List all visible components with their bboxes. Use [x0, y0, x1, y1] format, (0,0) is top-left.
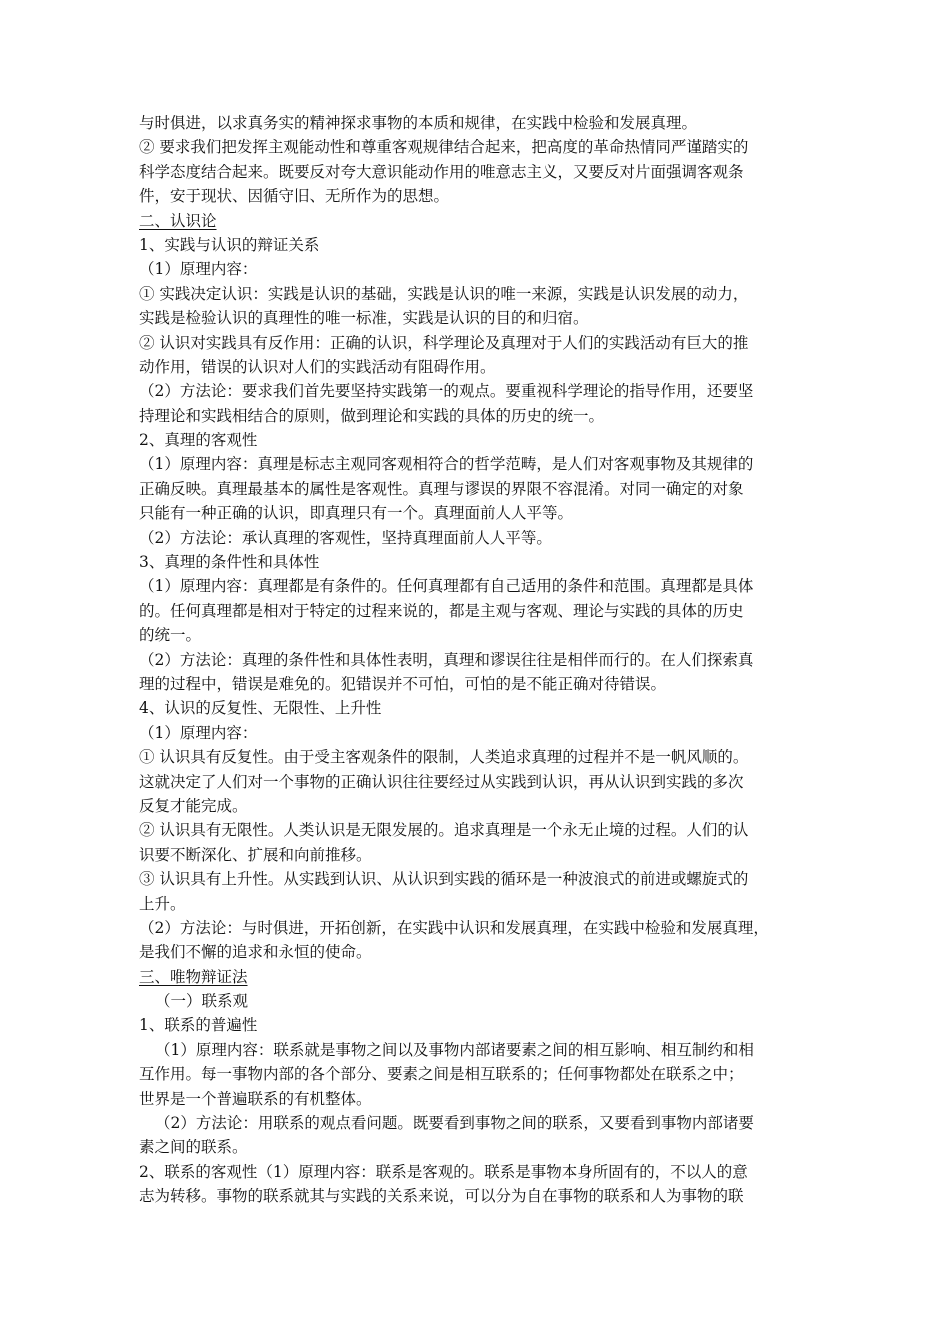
text-line: （1）原理内容： — [139, 260, 258, 279]
document-body — [139, 111, 819, 1209]
text-line: （1）原理内容： — [139, 723, 258, 742]
text-line: 科学态度结合起来。既要反对夸大意识能动作用的唯意志主义，又要反对片面强调客观条 — [139, 162, 744, 181]
text-line: 与时俱进，以求真务实的精神探求事物的本质和规律，在实践中检验和发展真理。 — [139, 114, 698, 132]
text-line: 志为转移。事物的联系就其与实践的关系来说，可以分为自在事物的联系和人为事物的联 — [139, 1187, 744, 1206]
text-line: 正确反映。真理最基本的属性是客观性。真理与谬误的界限不容混淆。对同一确定的对象 — [139, 479, 744, 498]
section-heading-dialectics — [139, 965, 819, 989]
text-line: 2、联系的客观性（1）原理内容：联系是客观的。联系是事物本身所固有的，不以人的意 — [139, 1162, 748, 1181]
text-line: 这就决定了人们对一个事物的正确认识往往要经过从实践到认识，再从认识到实践的多次 — [139, 772, 744, 791]
text-line: ② 认识具有无限性。人类认识是无限发展的。追求真理是一个永无止境的过程。人们的认 — [139, 821, 749, 840]
text-line: 只能有一种正确的认识，即真理只有一个。真理面前人人平等。 — [139, 504, 574, 523]
section-heading-text: 三、唯物辩证法 — [139, 967, 248, 986]
text-line: （2）方法论：与时俱进，开拓创新，在实践中认识和发展真理，在实践中检验和发展真理， — [139, 918, 769, 937]
text-line: ② 要求我们把发挥主观能动性和尊重客观规律结合起来，把高度的革命热情同严谨踏实的 — [139, 138, 749, 157]
text-line: 素之间的联系。 — [139, 1138, 248, 1157]
subsection-heading: （一）联系观 — [155, 992, 249, 1011]
text-line: 是我们不懈的追求和永恒的使命。 — [139, 943, 372, 962]
text-line: ① 实践决定认识：实践是认识的基础，实践是认识的唯一来源，实践是认识发展的动力， — [139, 284, 749, 303]
text-line: ③ 认识具有上升性。从实践到认识、从认识到实践的循环是一种波浪式的前进或螺旋式的 — [139, 870, 749, 889]
subsection-heading: 3、真理的条件性和具体性 — [139, 553, 320, 572]
text-line: 的。任何真理都是相对于特定的过程来说的，都是主观与客观、理论与实践的具体的历史 — [139, 601, 744, 620]
subsection-heading: 1、联系的普遍性 — [139, 1016, 258, 1035]
text-line: （2）方法论：用联系的观点看问题。既要看到事物之间的联系，又要看到事物内部诸要 — [155, 1114, 754, 1133]
subsection-heading: 1、实践与认识的辩证关系 — [139, 235, 320, 254]
text-line: 上升。 — [139, 894, 186, 913]
text-line: （2）方法论：真理的条件性和具体性表明，真理和谬误往往是相伴而行的。在人们探索真 — [139, 650, 754, 669]
section-heading-epistemology — [139, 209, 819, 233]
text-line: 持理论和实践相结合的原则，做到理论和实践的具体的历史的统一。 — [139, 406, 605, 425]
text-line: ② 认识对实践具有反作用：正确的认识，科学理论及真理对于人们的实践活动有巨大的推 — [139, 333, 749, 352]
text-line: （2）方法论：要求我们首先要坚持实践第一的观点。要重视科学理论的指导作用，还要坚 — [139, 382, 754, 401]
subsection-heading: 4、认识的反复性、无限性、上升性 — [139, 699, 382, 718]
text-line: （1）原理内容：联系就是事物之间以及事物内部诸要素之间的相互影响、相互制约和相 — [155, 1040, 754, 1059]
text-line: （1）原理内容：真理都是有条件的。任何真理都有自己适用的条件和范围。真理都是具体 — [139, 577, 754, 596]
text-line: 世界是一个普遍联系的有机整体。 — [139, 1089, 372, 1108]
subsection-heading: 2、真理的客观性 — [139, 431, 258, 450]
text-line: 识要不断深化、扩展和向前推移。 — [139, 845, 372, 864]
text-line: 实践是检验认识的真理性的唯一标准，实践是认识的目的和归宿。 — [139, 309, 589, 328]
text-line: 互作用。每一事物内部的各个部分、要素之间是相互联系的；任何事物都处在联系之中； — [139, 1065, 744, 1084]
text-line: 反复才能完成。 — [139, 796, 248, 815]
text-line: （1）原理内容：真理是标志主观同客观相符合的哲学范畴，是人们对客观事物及其规律的 — [139, 455, 754, 474]
text-line: 理的过程中，错误是难免的。犯错误并不可怕，可怕的是不能正确对待错误。 — [139, 674, 667, 693]
text-line: 动作用，错误的认识对人们的实践活动有阻碍作用。 — [139, 357, 496, 376]
text-line: 件，安于现状、因循守旧、无所作为的思想。 — [139, 187, 450, 206]
text-line: ① 认识具有反复性。由于受主客观条件的限制，人类追求真理的过程并不是一帆风顺的。 — [139, 748, 749, 767]
text-line: 的统一。 — [139, 626, 202, 645]
text-line: （2）方法论：承认真理的客观性，坚持真理面前人人平等。 — [139, 528, 552, 547]
section-heading-text: 二、认识论 — [139, 211, 217, 230]
